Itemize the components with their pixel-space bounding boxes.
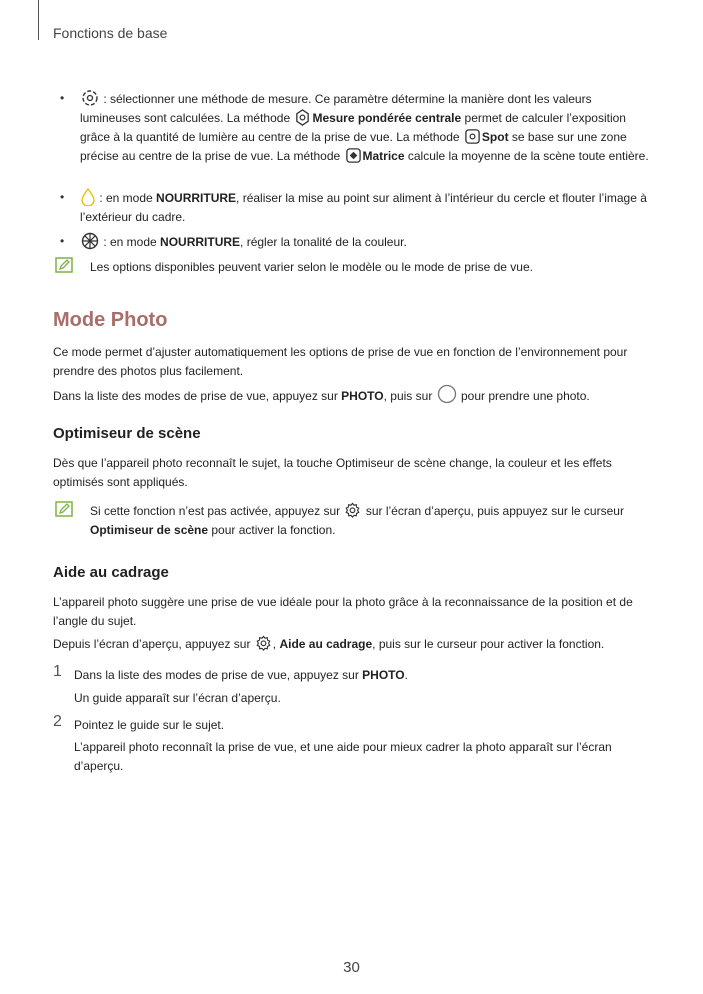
step-2 — [74, 716, 653, 735]
framing-aid-intro: L’appareil photo suggère une prise de vue idéale pour la photo grâce à la reconnaissance de la position et de l’angle du sujet. — [53, 595, 633, 628]
mode-photo-intro: Ce mode permet d’ajuster automatiquement les options de prise de vue en fonction de l’environnement pour prendre des photos plus facilement. — [53, 345, 628, 378]
center-weighted-icon — [294, 109, 311, 126]
food-mode-label: NOURRITURE — [160, 235, 241, 249]
scene-optimizer-label: Optimiseur de scène — [90, 523, 209, 537]
page-rule — [38, 0, 39, 40]
step-text-end: . — [404, 668, 408, 682]
metering-text-4: calcule la moyenne de la scène toute entière. — [404, 149, 649, 163]
note-scene-optimizer — [90, 502, 653, 540]
bullet-dot: • — [60, 190, 65, 204]
scene-optimizer-title: Optimiseur de scène — [53, 425, 201, 442]
bullet-metering — [80, 89, 653, 166]
bullet-focus — [80, 188, 653, 227]
bullet-dot: • — [60, 91, 65, 105]
method-center-weighted: Mesure pondérée centrale — [312, 111, 462, 125]
step-number: 1 — [53, 663, 62, 680]
mode-photo-title: Mode Photo — [53, 309, 168, 331]
photo-mode-label: PHOTO — [362, 668, 405, 682]
metering-text-3: se base sur une zone précise au centre de la prise de vue. La méthode — [80, 130, 627, 163]
tone-text-1: : en mode — [100, 235, 161, 249]
spot-icon — [464, 128, 481, 145]
page-number: 30 — [343, 959, 360, 976]
method-spot: Spot — [481, 130, 509, 144]
focus-text-2: , réaliser la mise au point sur aliment à l’intérieur du cercle et flouter l’image à l’extérieur du cadre. — [80, 191, 647, 224]
step-text: Dans la liste des modes de prise de vue, appuyez sur — [74, 668, 363, 682]
framing-aid-label: Aide au cadrage — [279, 637, 373, 651]
metering-icon — [81, 89, 99, 107]
header-section: Fonctions de base — [53, 25, 168, 41]
photo-mode-label: PHOTO — [341, 389, 384, 403]
metering-text-1: : sélectionner une méthode de mesure. Ce paramètre détermine la manière dont les valeurs lumineuses sont calculées. La méthode — [80, 92, 592, 125]
matrix-icon — [345, 147, 362, 164]
gear-icon — [344, 502, 361, 519]
instr-text-d: pour prendre une photo. — [457, 389, 590, 403]
step-2-result: L’appareil photo reconnaît la prise de vue, et une aide pour mieux cadrer la photo apparaît sur l’écran d’aperçu. — [74, 740, 612, 773]
bullet-dot: • — [60, 234, 65, 248]
food-mode-label: NOURRITURE — [156, 191, 237, 205]
shutter-icon — [437, 384, 457, 404]
framing-aid-title: Aide au cadrage — [53, 564, 169, 581]
color-tone-icon — [81, 232, 99, 250]
step-1 — [74, 666, 653, 685]
metering-text-2: permet de calculer l’exposition grâce à la quantité de lumière au centre de la prise de vue. La méthode — [80, 111, 626, 144]
framing-aid-instruction — [53, 635, 653, 654]
mode-photo-instruction — [53, 384, 653, 406]
note-pencil-icon — [55, 257, 73, 273]
focus-drop-icon — [81, 188, 95, 206]
bullet-tone — [80, 232, 653, 252]
note-text-d: pour activer la fonction. — [208, 523, 336, 537]
framing-text-a: Depuis l’écran d’aperçu, appuyez sur — [53, 637, 254, 651]
scene-optimizer-intro: Dès que l’appareil photo reconnaît le sujet, la touche Optimiseur de scène change, la couleur et les effets optimisés sont appliqués. — [53, 456, 612, 489]
step-text: Pointez le guide sur le sujet. — [74, 718, 225, 732]
tone-text-2: , régler la tonalité de la couleur. — [240, 235, 407, 249]
step-number: 2 — [53, 713, 62, 730]
note-text-b: sur l’écran d’aperçu, puis appuyez sur le curseur — [362, 504, 624, 518]
framing-text-d: , puis sur le curseur pour activer la fonction. — [372, 637, 605, 651]
step-1-result: Un guide apparaît sur l’écran d’aperçu. — [74, 691, 281, 705]
note-pencil-icon — [55, 501, 73, 517]
note-text-a: Si cette fonction n’est pas activée, appuyez sur — [90, 504, 344, 518]
gear-icon — [255, 635, 272, 652]
instr-text-a: Dans la liste des modes de prise de vue, appuyez sur — [53, 389, 342, 403]
method-matrix: Matrice — [362, 149, 405, 163]
focus-text-1: : en mode — [96, 191, 157, 205]
framing-text-b: , — [272, 637, 280, 651]
note-options: Les options disponibles peuvent varier selon le modèle ou le mode de prise de vue. — [90, 260, 533, 274]
instr-text-c: , puis sur — [383, 389, 436, 403]
